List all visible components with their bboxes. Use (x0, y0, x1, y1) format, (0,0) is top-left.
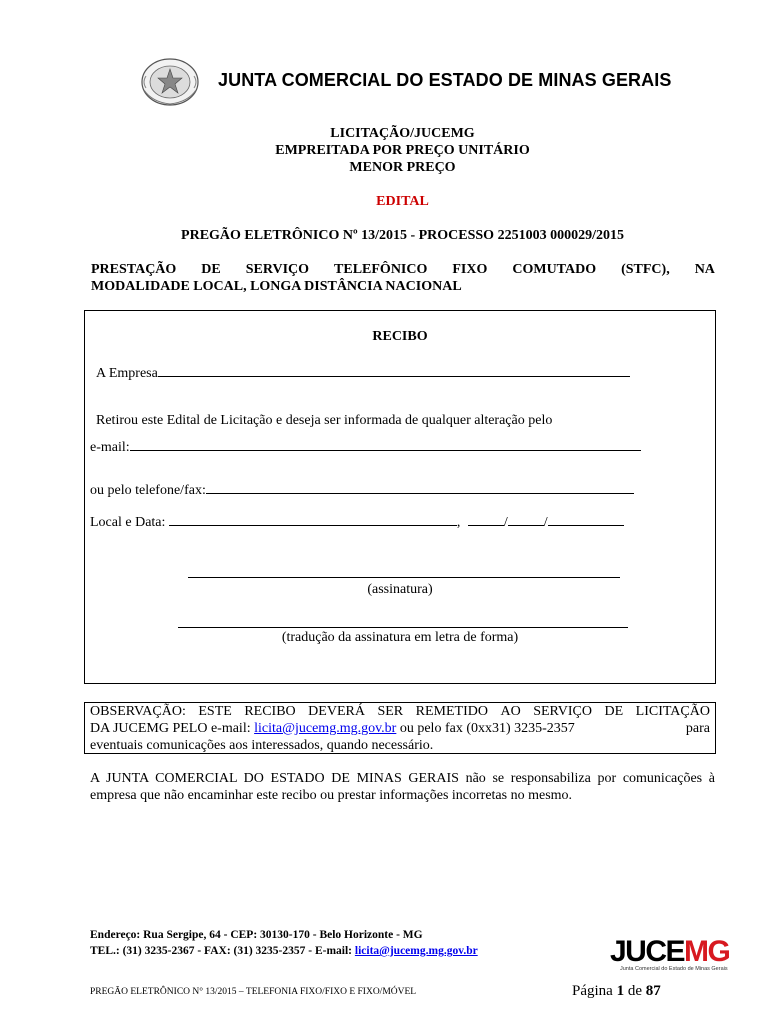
month-input-line[interactable] (508, 513, 544, 526)
subject-word: PRESTAÇÃO (91, 262, 177, 277)
empresa-label: A Empresa (96, 366, 158, 381)
logo-text-mg: MG (684, 935, 730, 968)
subject-word: FIXO (452, 262, 488, 277)
obs-line3: eventuais comunicações aos interessados, quando necessário. (90, 738, 434, 753)
page-total: 87 (645, 983, 661, 999)
telefone-input-line[interactable] (206, 481, 634, 494)
local-data-field[interactable] (90, 513, 624, 531)
page-of: de (627, 983, 642, 999)
obs-word: SER (377, 704, 404, 719)
date-slash: / (543, 515, 548, 530)
intro-line3: MENOR PREÇO (349, 160, 456, 175)
year-input-line[interactable] (548, 513, 624, 526)
print-name-line[interactable] (178, 627, 628, 628)
local-input-line[interactable] (169, 513, 457, 526)
intro-line1: LICITAÇÃO/JUCEMG (330, 126, 475, 141)
subject-word: TELEFÔNICO (334, 262, 428, 277)
footer-contact (90, 943, 478, 959)
email-field[interactable] (90, 438, 641, 456)
subject-word: (STFC), (621, 262, 670, 277)
page-number (572, 983, 661, 1000)
disclaimer-paragraph: A JUNTA COMERCIAL DO ESTADO DE MINAS GERAIS não se responsabiliza por comunicações à empresa que não encaminhar este recibo ou prestar informações incorretas no mesmo. (90, 771, 715, 803)
logo-text-juce: JUCE (610, 935, 685, 968)
jucemg-logo (610, 935, 742, 974)
page-label: Página (572, 983, 613, 999)
footer-address-block (90, 927, 478, 959)
empresa-input-line[interactable] (158, 364, 630, 377)
telefone-field[interactable] (90, 481, 634, 499)
assinatura-caption: (assinatura) (367, 582, 433, 597)
obs-word: REMETIDO (415, 704, 488, 719)
day-input-line[interactable] (468, 513, 504, 526)
obs-word: SERVIÇO (533, 704, 592, 719)
obs-word: DE (604, 704, 624, 719)
obs-line2-part1: DA JUCEMG PELO e-mail: (90, 721, 251, 736)
email-label: e-mail: (90, 440, 130, 455)
date-slash: / (503, 515, 508, 530)
pregao-heading: PREGÃO ELETRÔNICO Nº 13/2015 - PROCESSO 2251003 000029/2015 (181, 228, 624, 243)
obs-word: OBSERVAÇÃO: (90, 704, 186, 719)
edital-heading: EDITAL (376, 194, 429, 209)
obs-line2-part3: para (685, 721, 710, 736)
telefone-label: ou pelo telefone/fax: (90, 483, 206, 498)
footer-tel: TEL.: (31) 3235-2367 - FAX: (31) 3235-2357 - E-mail: (90, 945, 353, 957)
obs-email-link[interactable]: licita@jucemg.mg.gov.br (254, 721, 397, 736)
empresa-field[interactable] (96, 364, 630, 382)
obs-word: DEVERÁ (308, 704, 365, 719)
traducao-caption: (tradução da assinatura em letra de forma) (281, 630, 519, 645)
footer-doc-ref: PREGÃO ELETRÔNICO N° 13/2015 – TELEFONIA FIXO/FIXO E FIXO/MÓVEL (90, 987, 417, 997)
comma: , (456, 515, 461, 530)
obs-line2 (90, 720, 710, 737)
subject-word: COMUTADO (512, 262, 597, 277)
subject (91, 261, 715, 295)
subject-line1 (91, 261, 715, 278)
obs-line1 (90, 703, 710, 720)
recibo-title: RECIBO (372, 329, 428, 344)
retirou-text: Retirou este Edital de Licitação e deseja ser informada de qualquer alteração pelo (96, 413, 553, 428)
state-seal-icon (138, 56, 202, 108)
subject-word: SERVIÇO (245, 262, 310, 277)
local-data-label: Local e Data: (90, 515, 166, 530)
subject-word: NA (694, 262, 715, 277)
logo-subtitle: Junta Comercial do Estado de Minas Gerais (620, 966, 728, 972)
footer-email-link[interactable]: licita@jucemg.mg.gov.br (354, 945, 478, 957)
intro-line2: EMPREITADA POR PREÇO UNITÁRIO (275, 143, 530, 158)
obs-line2-part2: ou pelo fax (0xx31) 3235-2357 (399, 721, 575, 736)
subject-word: DE (201, 262, 221, 277)
observacao-box (84, 702, 716, 754)
obs-word: ESTE (198, 704, 232, 719)
email-input-line[interactable] (130, 438, 641, 451)
subject-line2: MODALIDADE LOCAL, LONGA DISTÂNCIA NACIONAL (91, 279, 462, 294)
signature-line[interactable] (188, 577, 620, 578)
obs-word: LICITAÇÃO (635, 704, 710, 719)
obs-word: AO (500, 704, 521, 719)
footer-address: Endereço: Rua Sergipe, 64 - CEP: 30130-170 - Belo Horizonte - MG (90, 929, 423, 941)
page-title: JUNTA COMERCIAL DO ESTADO DE MINAS GERAIS (218, 70, 672, 90)
obs-word: RECIBO (244, 704, 296, 719)
page-current: 1 (616, 983, 625, 999)
